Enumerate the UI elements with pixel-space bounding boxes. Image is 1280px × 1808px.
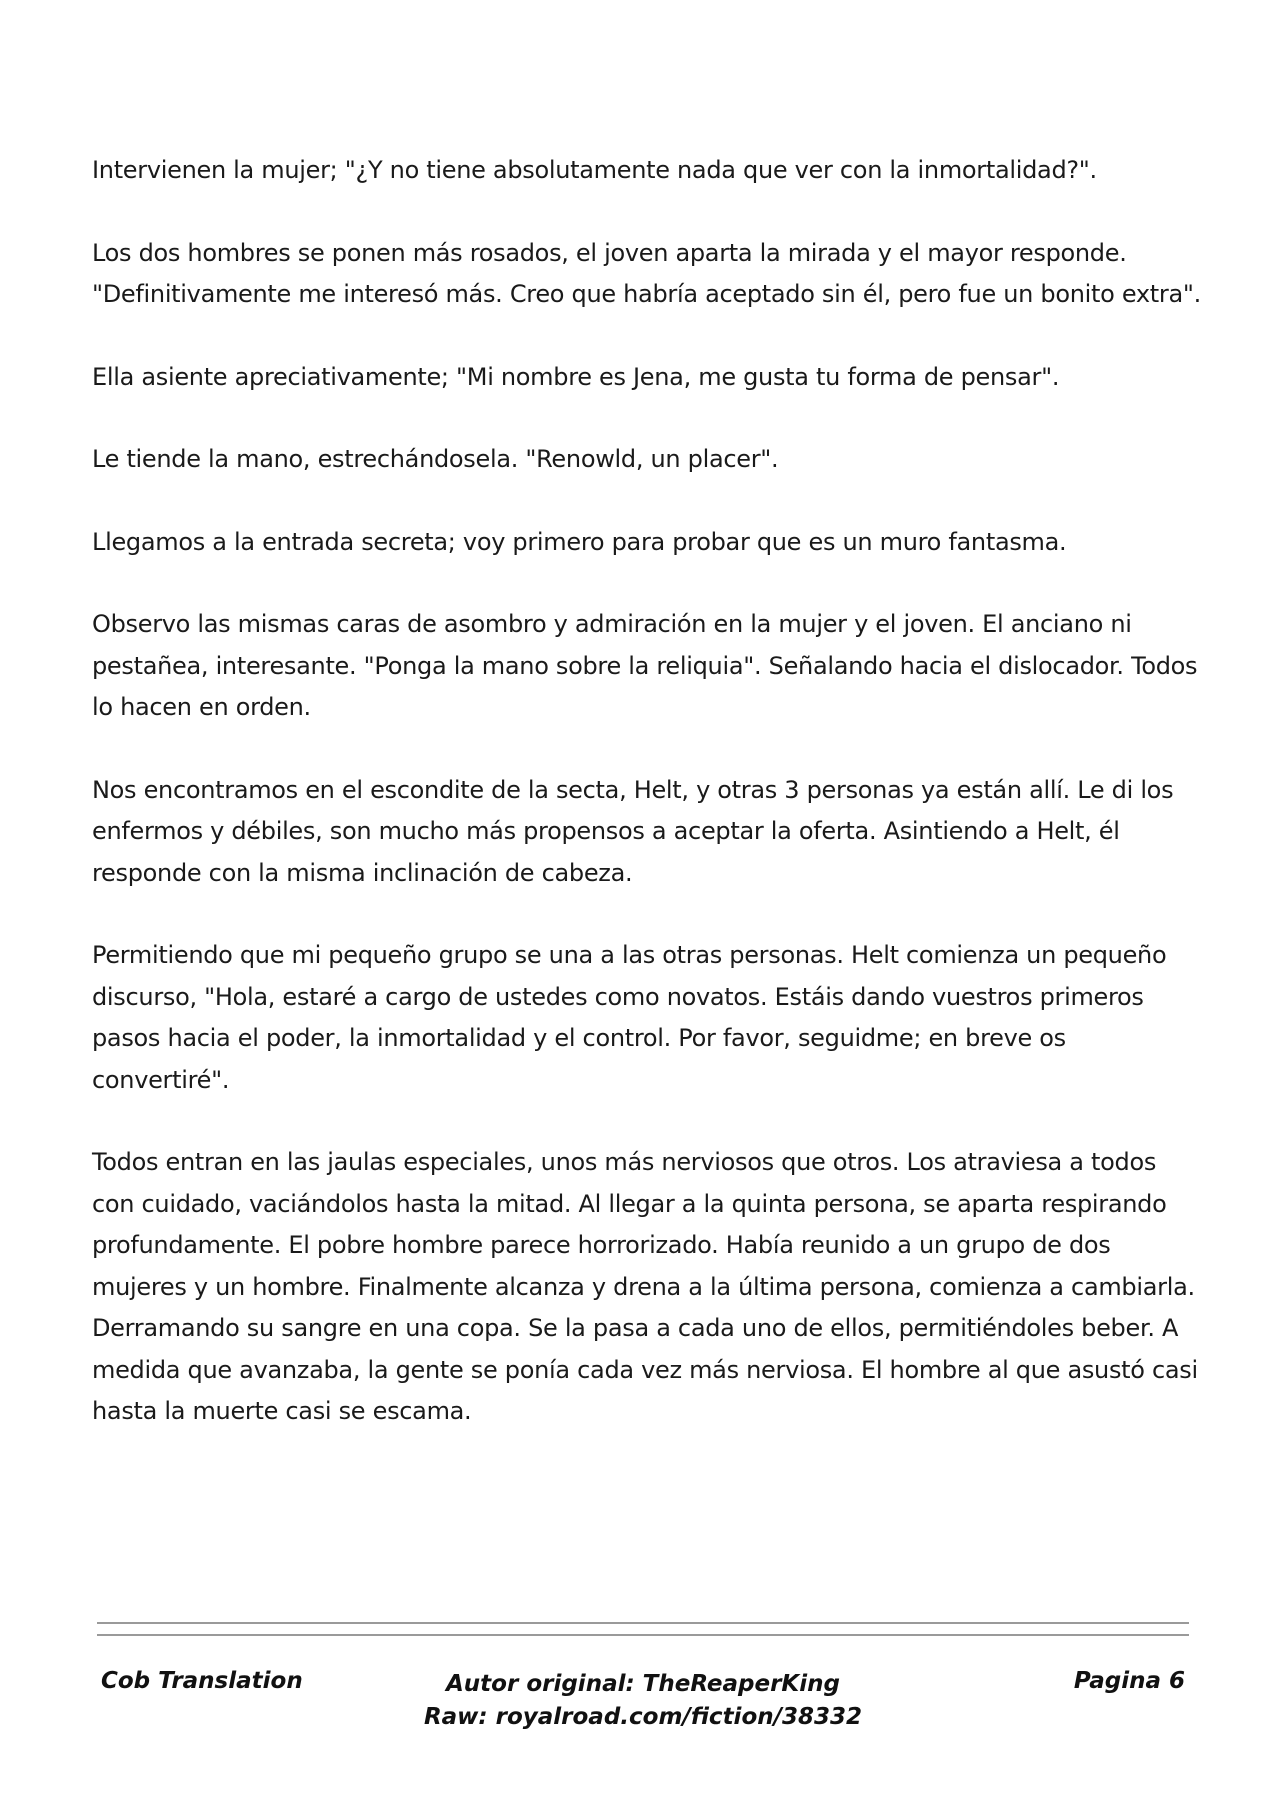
- raw-source: Raw: royalroad.com/fiction/38332: [423, 1704, 863, 1730]
- paragraph: Le tiende la mano, estrechándosela. "Renowld, un placer".: [92, 445, 779, 473]
- original-author: Autor original: TheReaperKing: [446, 1671, 840, 1697]
- page-body: [92, 150, 1202, 1474]
- page-footer: [97, 1668, 1189, 1738]
- translator-credit: Cob Translation: [101, 1668, 303, 1694]
- footer-rule-top: [97, 1622, 1189, 1624]
- paragraph: Llegamos a la entrada secreta; voy primero para probar que es un muro fantasma.: [92, 527, 1067, 556]
- paragraph: Nos encontramos en el escondite de la secta, Helt, y otras 3 personas ya están allí. Le di los enfermos y débiles, son mucho más propensos a aceptar la oferta. Asintiendo a Helt, él responde con la misma inclinación de cabeza.: [92, 775, 1174, 887]
- paragraph: Permitiendo que mi pequeño grupo se una a las otras personas. Helt comienza un pequeño discurso, "Hola, estaré a cargo de ustedes como novatos. Estáis dando vuestros primeros pasos hacia el poder, la inmortalidad y el control. Por favor, seguidme; en breve os convertiré".: [92, 941, 1167, 1094]
- paragraph: Ella asiente apreciativamente; "Mi nombre es Jena, me gusta tu forma de pensar".: [92, 362, 1060, 391]
- footer-rule-bottom: [97, 1634, 1189, 1636]
- paragraph: Todos entran en las jaulas especiales, unos más nerviosos que otros. Los atraviesa a todos con cuidado, vaciándolos hasta la mitad. Al llegar a la quinta persona, se aparta respirando profundamente. El pobre hombre parece horrorizado. Había reunido a un grupo de dos mujeres y un hombre. Finalmente alcanza y drena a la última persona, comienza a cambiarla. Derramando su sangre en una copa. Se la pasa a cada uno de ellos, permitiéndoles beber. A medida que avanzaba, la gente se ponía cada vez más nerviosa. El hombre al que asustó casi hasta la muerte casi se escama.: [92, 1148, 1198, 1425]
- paragraph: Intervienen la mujer; "¿Y no tiene absolutamente nada que ver con la inmortalidad?".: [92, 156, 1097, 184]
- source-credit: [97, 1668, 1189, 1734]
- paragraph: Los dos hombres se ponen más rosados, el joven aparta la mirada y el mayor responde. "Definitivamente me interesó más. Creo que habría aceptado sin él, pero fue un bonito extra".: [92, 238, 1201, 308]
- page-number: Pagina 6: [1073, 1668, 1185, 1694]
- paragraph: Observo las mismas caras de asombro y admiración en la mujer y el joven. El anciano ni pestañea, interesante. "Ponga la mano sobre la reliquia". Señalando hacia el dislocador. Todos lo hacen en orden.: [92, 610, 1198, 721]
- footer-divider: [97, 1622, 1189, 1636]
